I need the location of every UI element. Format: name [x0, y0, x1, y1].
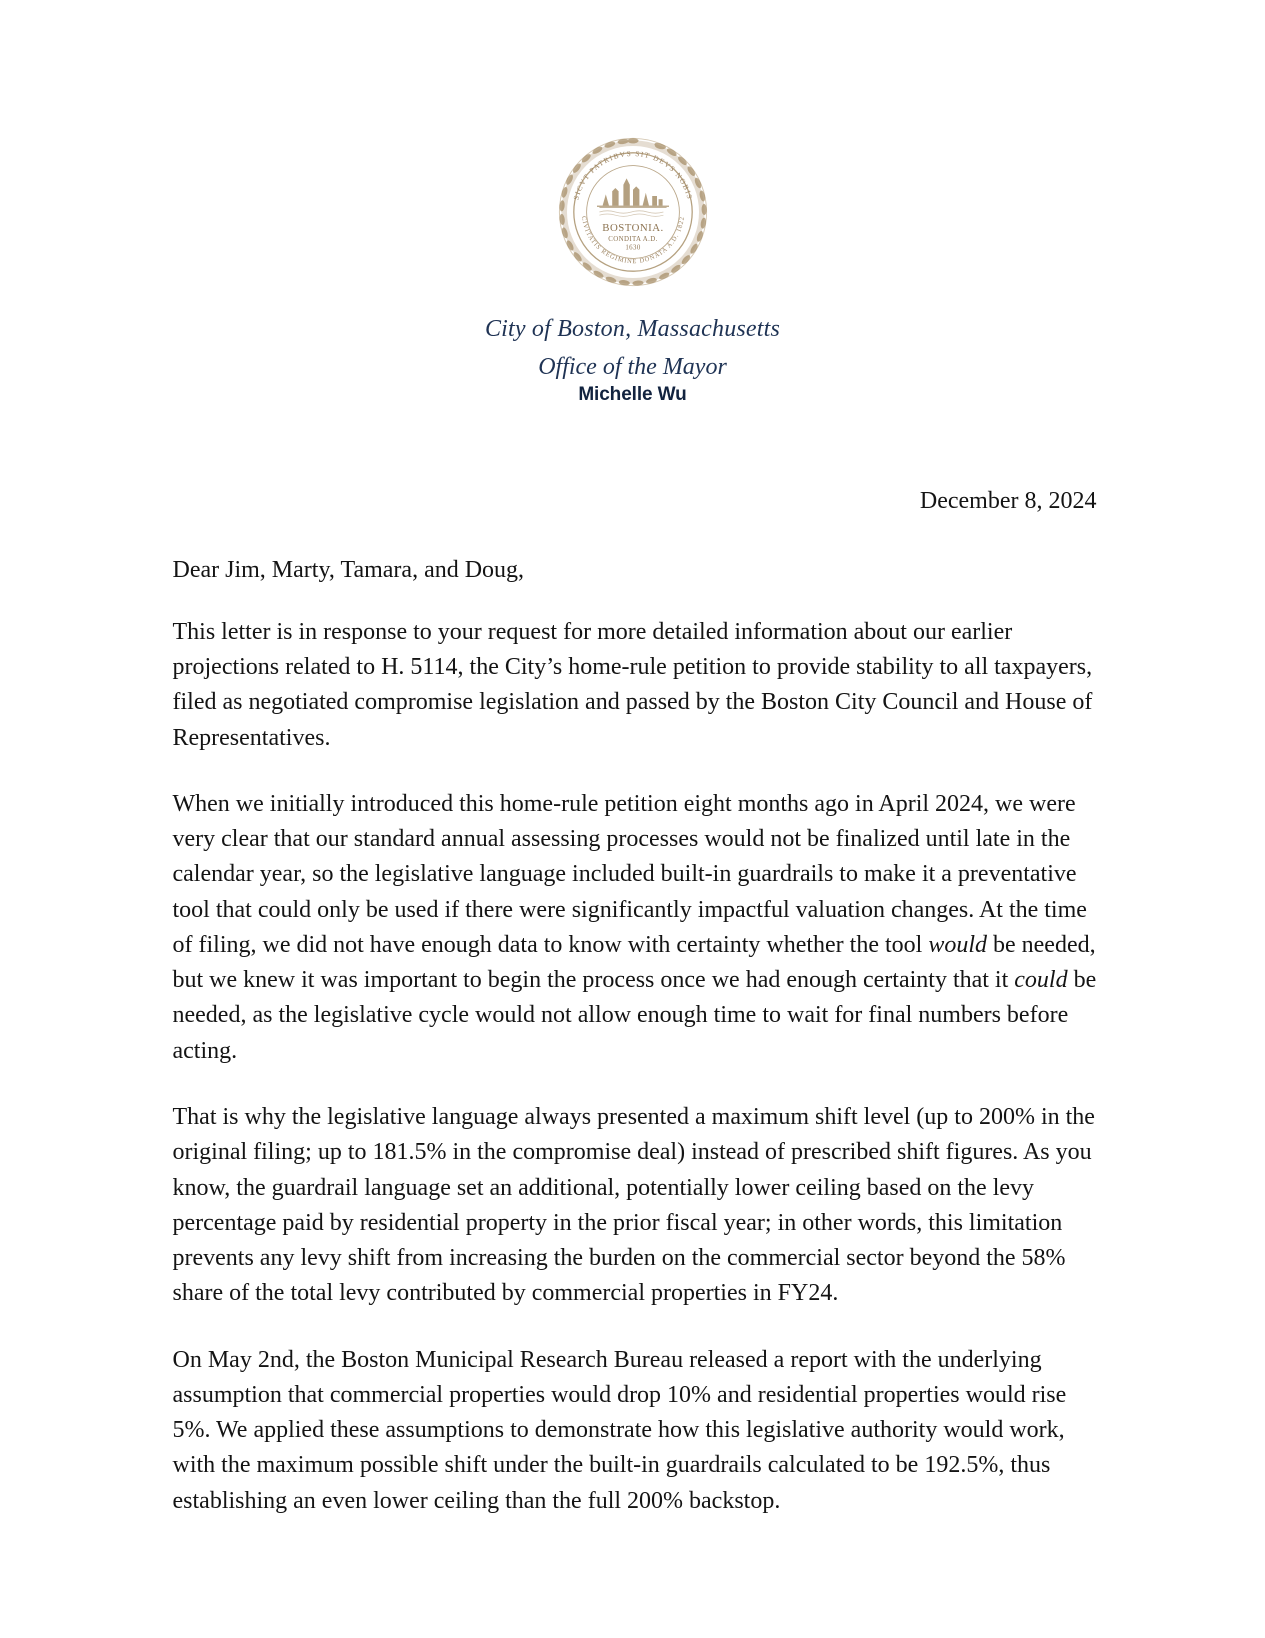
- mayor-name: Michelle Wu: [578, 383, 687, 405]
- salutation: Dear Jim, Marty, Tamara, and Doug,: [172, 556, 525, 583]
- letter-paragraph: [173, 787, 1098, 1069]
- emphasized-text: would: [928, 931, 987, 958]
- svg-text:1630: 1630: [624, 244, 641, 252]
- letter-paragraph: [173, 1100, 1098, 1312]
- paragraph-text: be needed, as the legislative cycle would not allow enough time to wait for final numbers before acting.: [172, 967, 1097, 1064]
- letter-paragraph: [173, 615, 1098, 756]
- paragraph-text: When we initially introduced this home-rule petition eight months ago in April 2024, we were very clear that our standard annual assessing processes would not be finalized until late in the calendar year, so the legislative language included built-in guardrails to make it a preventative tool that could only be used if there were significantly impactful valuation changes. At the time of filing, we did not have enough data to know with certainty whether the tool: [172, 790, 1087, 958]
- emphasized-text: could: [1014, 967, 1068, 994]
- paragraph-text: This letter is in response to your request for more detailed information about our earlier projections related to H. 5114, the City’s home-rule petition to provide stability to all taxpayers, filed as negotiated compromise legislation and passed by the Boston City Council and House of Representatives.: [172, 618, 1093, 751]
- letter-body: [168, 488, 1098, 1519]
- letter-date: December 8, 2024: [919, 487, 1097, 514]
- paragraph-text: be needed, but we knew it was important to begin the process once we had enough certainty that it: [172, 931, 1096, 994]
- svg-text:CIVITATIS REGIMINE DONATA A.D.: CIVITATIS REGIMINE DONATA A.D. 1822: [579, 215, 686, 266]
- paragraph-text: On May 2nd, the Boston Municipal Research Bureau released a report with the underlying assumption that commercial properties would drop 10% and residential properties would rise 5%. We applied these assumptions to demonstrate how this legislative authority would work, with the maximum possible shift under the built-in guardrails calculated to be 192.5%, thus establishing an even lower ceiling than the full 200% backstop.: [172, 1346, 1067, 1514]
- svg-text:CONDITA A.D.: CONDITA A.D.: [607, 235, 658, 243]
- office-name: Office of the Mayor: [538, 354, 727, 380]
- boston-city-seal-icon: [553, 132, 713, 292]
- letterhead: [0, 0, 1265, 406]
- paragraph-text: That is why the legislative language always presented a maximum shift level (up to 200% in the original filing; up to 181.5% in the compromise deal) instead of prescribed shift figures. As you know, the guardrail language set an additional, potentially lower ceiling based on the levy percentage paid by residential property in the prior fiscal year; in other words, this limitation prevents any levy shift from increasing the burden on the commercial sector beyond the 58% share of the total levy contributed by commercial properties in FY24.: [172, 1103, 1095, 1307]
- svg-text:SICVT PATRIBVS SIT DEVS NOBIS: SICVT PATRIBVS SIT DEVS NOBIS: [570, 148, 695, 201]
- organization-name: City of Boston, Massachusetts: [484, 316, 781, 342]
- seal-container: [0, 132, 1265, 292]
- svg-text:BOSTONIA.: BOSTONIA.: [601, 222, 664, 235]
- letter-paragraphs: [173, 615, 1098, 1519]
- letter-paragraph: [173, 1343, 1098, 1519]
